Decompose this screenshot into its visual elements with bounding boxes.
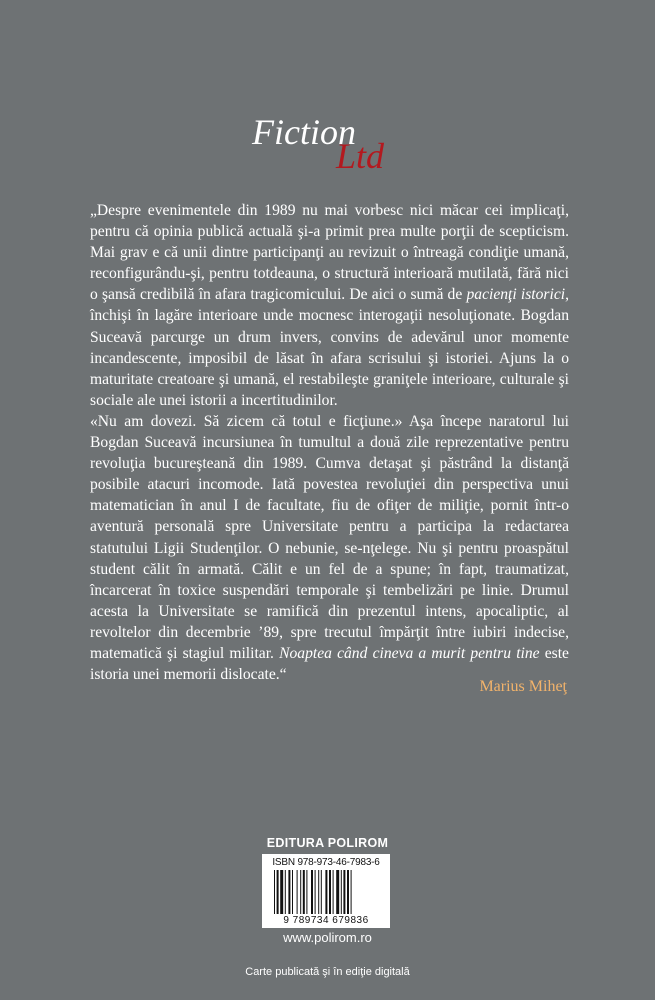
fiction-ltd-logo: [232, 112, 432, 174]
blurb-paragraph-1: [90, 200, 569, 411]
barcode-bar: [277, 870, 279, 914]
barcode-bar: [329, 870, 331, 914]
barcode-bar: [297, 870, 298, 914]
barcode-bar: [341, 870, 342, 914]
barcode-bar: [336, 870, 339, 914]
blurb-p2-italic: Noaptea când cineva a murit pentru tine: [279, 644, 540, 662]
barcode-bar: [343, 870, 345, 914]
barcode-bar: [274, 870, 275, 914]
barcode-bar: [325, 870, 327, 914]
logo-ltd-word: Ltd: [336, 136, 385, 176]
blurb-p2-tail: este istoria unei memorii dislocate.“: [90, 644, 569, 684]
barcode-bar: [300, 870, 301, 914]
barcode-bar: [285, 870, 286, 914]
barcode-bar: [311, 870, 313, 914]
barcode-bar: [288, 870, 290, 914]
barcode-digits: 9 789734 679836: [283, 915, 369, 926]
barcode-bar: [321, 870, 322, 914]
barcode-bar: [315, 870, 316, 914]
barcode-bar: [333, 870, 334, 914]
barcode-bar: [280, 870, 283, 914]
fiction-ltd-logo-graphic: [232, 112, 432, 174]
isbn-barcode: [262, 854, 390, 928]
barcode-bars: [274, 870, 382, 914]
barcode-bar: [318, 870, 319, 914]
blurb-paragraph-2: [90, 411, 569, 685]
barcode-bar: [351, 870, 352, 914]
barcode-bar: [303, 870, 305, 914]
barcode-bar: [306, 870, 307, 914]
reviewer-signature: Marius Miheţ: [479, 678, 567, 695]
barcode-bar: [292, 870, 293, 914]
publisher-name: EDITURA POLIROM: [266, 836, 389, 850]
isbn-text: ISBN 978-973-46-7983-6: [272, 857, 380, 868]
blurb-p1-tail: , închişi în lagăre interioare unde mocnesc interogaţii nesoluţionate. Bogdan Suceavă parcurge un drum invers, convins de adevărul unor momente incandescente, imposibil de lăsat în afara scrisului şi istoriei. Ajuns la o maturitate creatoare şi umană, el restabileşte graniţele interioare, culturale şi sociale ale unei istorii a incertitudinilor.: [90, 286, 569, 409]
blurb-p1-italic: pacienţi istorici: [466, 286, 566, 304]
barcode-bar: [347, 870, 349, 914]
blurb-p1-lead: „Despre evenimentele din 1989 nu mai vorbesc nici măcar cei implicaţi, pentru că opinia publică actuală şi-a primit prea multe porţii de scepticism. Mai grav e că unii dintre participanţi au revizuit o întreagă condiţie umană, reconfigurându-şi, pentru totdeauna, o structură interioară mutilată, fără nici o şansă credibilă în afara tragicomicului. De aici o sumă de: [90, 202, 569, 304]
back-cover-blurb: [90, 200, 569, 685]
blurb-p2-lead: «Nu am dovezi. Să zicem că totul e ficţiune.» Aşa începe naratorul lui Bogdan Suceavă incursiunea în tumultul a două zile reprezentative pentru revoluţia bucureşteană din 1989. Cumva detaşat şi păstrând la distanţă posibile atacuri incomode. Iată povestea revoluţiei din perspectiva unui matematician în anul I de facultate, fiu de ofiţer de miliţie, pornit într-o aventură personală spre Universitate pentru a participa la redactarea statutului Ligii Studenţilor. O nebunie, se-nţelege. Nu şi pentru proaspătul student călit în armată. Călit e un fel de a spune; în fapt, traumatizat, încarcerat în toxice suspendări temporale şi tembelizări pe linie. Drumul acesta la Universitate se ramifică din prezentul intens, apocaliptic, al revoltelor din decembrie ’89, spre trecutul împărţit între iubiri indecise, matematică şi stagiul militar.: [90, 412, 569, 662]
publisher-website: www.polirom.ro: [283, 930, 372, 945]
digital-edition-note: Carte publicată şi în ediţie digitală: [245, 966, 410, 978]
logo-fiction-word: Fiction: [252, 112, 356, 152]
